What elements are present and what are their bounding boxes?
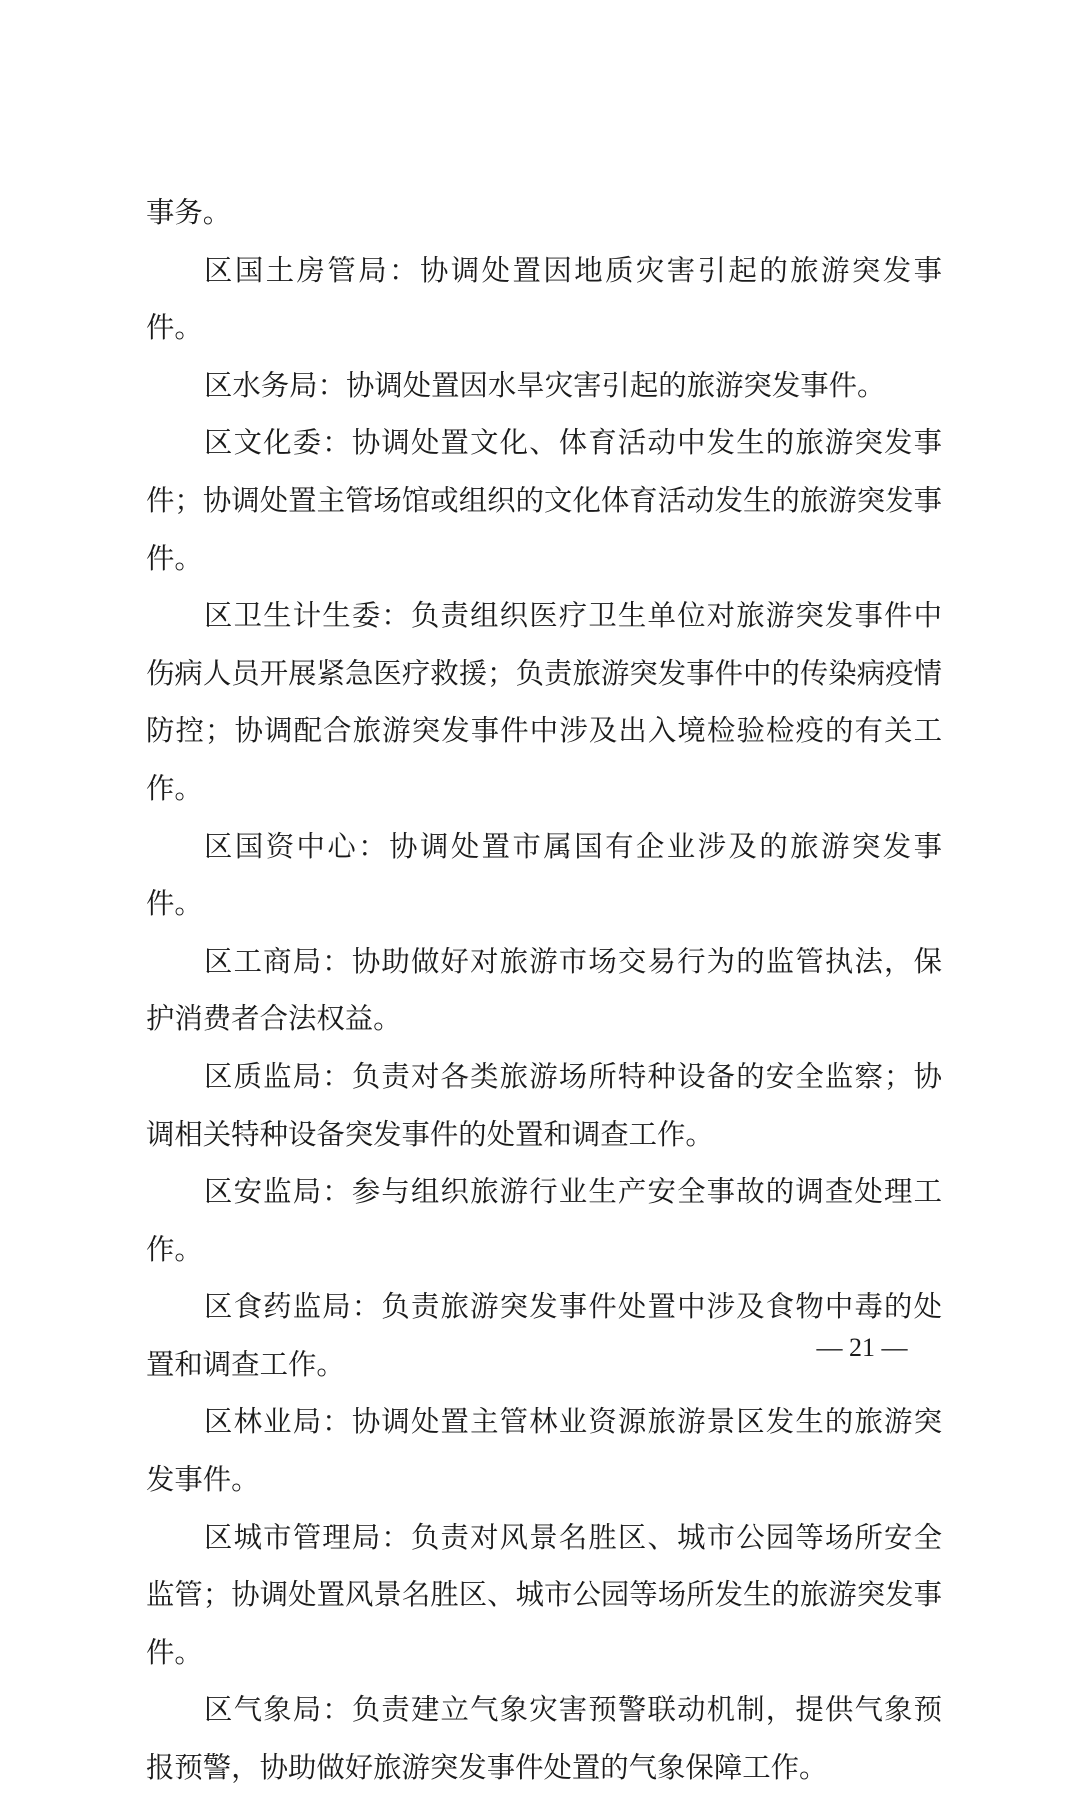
paragraph-food-drug-bureau: 区食药监局：负责旅游突发事件处置中涉及食物中毒的处置和调查工作。 [146, 1290, 942, 1381]
paragraph-quality-supervision-bureau: 区质监局：负责对各类旅游场所特种设备的安全监察；协调相关特种设备突发事件的处置和调查工作。 [146, 1059, 942, 1151]
document-body [146, 184, 942, 1797]
paragraph-forestry-bureau: 区林业局：协调处置主管林业资源旅游景区发生的旅游突发事件。 [146, 1405, 942, 1497]
paragraph-water-affairs-bureau: 区水务局：协调处置因水旱灾害引起的旅游突发事件。 [204, 368, 886, 402]
paragraph-urban-management-bureau: 区城市管理局：负责对风景名胜区、城市公园等场所安全监管；协调处置风景名胜区、城市公园等场所发生的旅游突发事件。 [146, 1520, 942, 1669]
paragraph-safety-supervision-bureau: 区安监局：参与组织旅游行业生产安全事故的调查处理工作。 [146, 1175, 942, 1266]
paragraph-continuation: 事务。 [146, 196, 232, 229]
paragraph-industry-commerce-bureau: 区工商局：协助做好对旅游市场交易行为的监管执法，保护消费者合法权益。 [146, 944, 942, 1036]
page-number: — 21 — [816, 1333, 908, 1362]
paragraph-health-committee: 区卫生计生委：负责组织医疗卫生单位对旅游突发事件中伤病人员开展紧急医疗救援；负责旅游突发事件中的传染病疫情防控；协调配合旅游突发事件中涉及出入境检验检疫的有关工作。 [146, 599, 942, 805]
paragraph-state-assets-center: 区国资中心：协调处置市属国有企业涉及的旅游突发事件。 [146, 829, 942, 921]
paragraph-culture-committee: 区文化委：协调处置文化、体育活动中发生的旅游突发事件；协调处置主管场馆或组织的文化体育活动发生的旅游突发事件。 [146, 426, 942, 575]
paragraph-meteorological-bureau: 区气象局：负责建立气象灾害预警联动机制，提供气象预报预警，协助做好旅游突发事件处置的气象保障工作。 [146, 1693, 942, 1785]
paragraph-land-housing-bureau: 区国土房管局：协调处置因地质灾害引起的旅游突发事件。 [146, 253, 942, 345]
